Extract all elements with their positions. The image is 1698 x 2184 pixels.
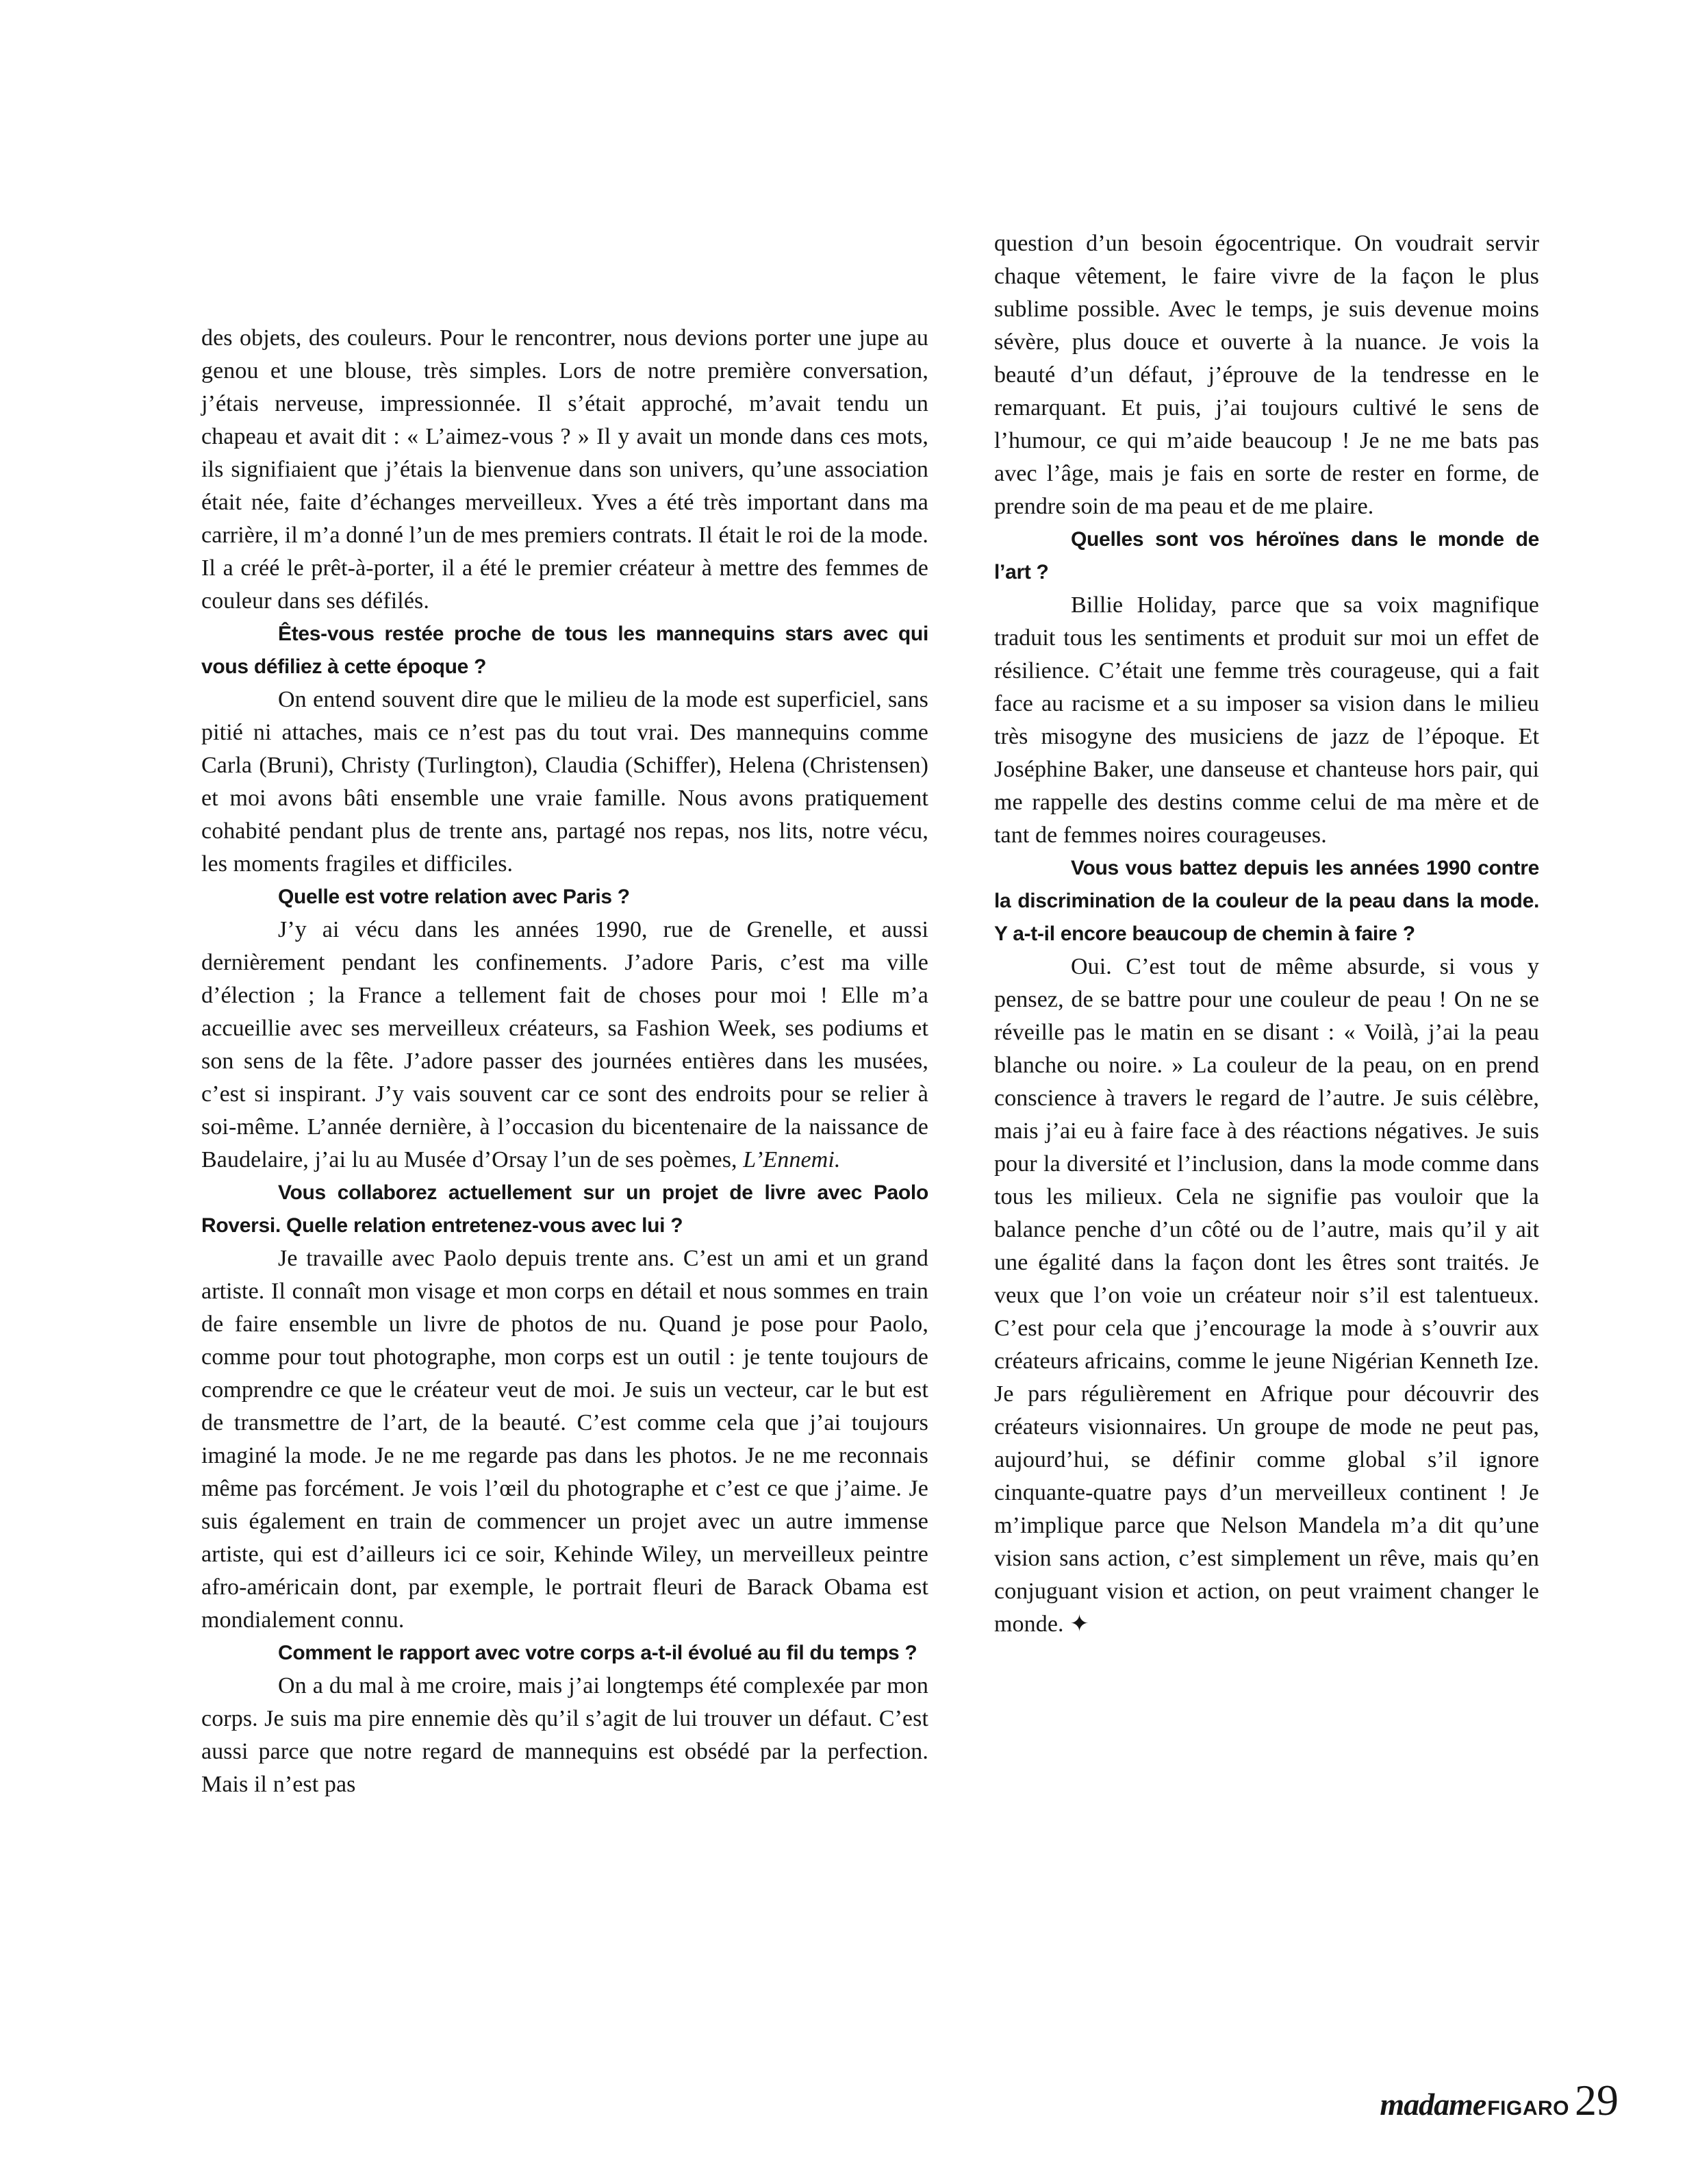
text-run: Quelles sont vos héroïnes dans le monde de l’art ? [994,528,1539,583]
text-run: On a du mal à me croire, mais j’ai longtemps été complexée par mon corps. Je suis ma pire ennemie dès qu’il s’agit de lui trouver un défaut. C’est aussi parce que notre regard de mannequins est obsédé par la perfection. Mais il n’est pas [201,1673,928,1797]
text-run: Comment le rapport avec votre corps a-t-il évolué au fil du temps ? [278,1642,917,1664]
text-run: Quelle est votre relation avec Paris ? [278,886,630,908]
text-run: Oui. C’est tout de même absurde, si vous y pensez, de se battre pour une couleur de peau ! On ne se réveille pas le matin en se disant : « Voilà, j’ai la peau blanche ou noire. » La couleur de la peau, on en prend conscience à travers le regard de l’autre. Je suis célèbre, mais j’ai eu à faire face à des réactions négatives. Je suis pour la diversité et l’inclusion, dans la mode comme dans tous les milieux. Cela ne signifie pas vouloir que la balance penche d’un côté ou de l’autre, mais qu’il y ait une égalité dans la façon dont les êtres sont traités. Je veux que l’on voie un créateur noir s’il est talentueux. C’est pour cela que j’encourage la mode à s’ouvrir aux créateurs africains, comme le jeune Nigérian Kenneth Ize. Je pars régulièrement en Afrique pour découvrir des créateurs visionnaires. Un groupe de mode ne peut pas, aujourd’hui, se définir comme global s’il ignore cinquante-quatre pays d’un merveilleux continent ! Je m’implique parce que Nelson Mandela m’a dit qu’une vision sans action, c’est simplement un rêve, mais qu’en conjuguant vision et action, on peut vraiment changer le monde. ✦ [994,954,1539,1637]
text-run: Vous vous battez depuis les années 1990 contre la discrimination de la couleur de la peau dans la mode. Y a-t-il encore beaucoup de chemin à faire ? [994,857,1539,945]
interview-question [201,1637,928,1670]
interview-paragraph [994,951,1539,1641]
italic-text-run: L’Ennemi. [743,1147,841,1172]
interview-question [201,881,928,914]
text-run: des objets, des couleurs. Pour le rencontrer, nous devions porter une jupe au genou et une blouse, très simples. Lors de notre première conversation, j’étais nerveuse, impressionnée. Il s’était approché, m’avait tendu un chapeau et avait dit : « L’aimez-vous ? » Il y avait un monde dans ces mots, ils signifiaient que j’étais la bienvenue dans son univers, qu’une association était née, faite d’échanges merveilleux. Yves a été très important dans ma carrière, il m’a donné l’un de mes premiers contrats. Il était le roi de la mode. Il a créé le prêt-à-porter, il a été le premier créateur à mettre des femmes de couleur dans ses défilés. [201,325,928,614]
page-number: 29 [1575,2076,1619,2124]
magazine-logo-figaro: FIGARO [1487,2097,1569,2120]
text-run: Billie Holiday, parce que sa voix magnifique traduit tous les sentiments et produit sur moi un effet de résilience. C’était une femme très courageuse, qui a fait face au racisme et a su imposer sa vision dans le milieu très misogyne des musiciens de jazz de l’époque. Et Joséphine Baker, une danseuse et chanteuse hors pair, qui me rappelle des destins comme celui de ma mère et de tant de femmes noires courageuses. [994,592,1539,848]
page-footer [0,2075,1619,2126]
interview-paragraph [201,1242,928,1637]
text-run: On entend souvent dire que le milieu de la mode est superficiel, sans pitié ni attaches, mais ce n’est pas du tout vrai. Des mannequins comme Carla (Bruni), Christy (Turlington), Claudia (Schiffer), Helena (Christensen) et moi avons bâti ensemble une vraie famille. Nous avons pratiquement cohabité pendant plus de trente ans, partagé nos repas, nos lits, notre vécu, les moments fragiles et difficiles. [201,687,928,877]
interview-paragraph [201,322,928,618]
interview-question [201,618,928,683]
article-column-right [994,227,1539,1641]
text-run: J’y ai vécu dans les années 1990, rue de Grenelle, et aussi dernièrement pendant les confinements. J’adore Paris, c’est ma ville d’élection ; la France a tellement fait de choses pour moi ! Elle m’a accueillie avec ses merveilleux créateurs, sa Fashion Week, ses podiums et son sens de la fête. J’adore passer des journées entières dans les musées, c’est si inspirant. J’y vais souvent car ce sont des endroits pour se relier à soi-même. L’année dernière, à l’occasion du bicentenaire de la naissance de Baudelaire, j’ai lu au Musée d’Orsay l’un de ses poèmes, [201,917,928,1172]
interview-question [994,852,1539,951]
magazine-logo [1380,2086,1569,2122]
interview-paragraph [994,227,1539,523]
interview-paragraph [201,1670,928,1801]
text-run: Je travaille avec Paolo depuis trente ans. C’est un ami et un grand artiste. Il connaît mon visage et mon corps en détail et nous sommes en train de faire ensemble un livre de photos de nu. Quand je pose pour Paolo, comme pour tout photographe, mon corps est un outil : je tente toujours de comprendre ce que le créateur veut de moi. Je suis un vecteur, car le but est de transmettre de l’art, de la beauté. C’est comme cela que j’ai toujours imaginé la mode. Je ne me regarde pas dans les photos. Je ne me reconnais même pas forcément. Je vois l’œil du photographe et c’est ce que j’aime. Je suis également en train de commencer un projet avec un autre immense artiste, qui est d’ailleurs ici ce soir, Kehinde Wiley, un merveilleux peintre afro-américain dont, par exemple, le portrait fleuri de Barack Obama est mondialement connu. [201,1246,928,1633]
text-run: Êtes-vous restée proche de tous les mannequins stars avec qui vous défiliez à cette époque ? [201,623,928,678]
interview-paragraph [994,589,1539,852]
text-run: Vous collaborez actuellement sur un projet de livre avec Paolo Roversi. Quelle relation entretenez-vous avec lui ? [201,1181,928,1237]
interview-paragraph [201,914,928,1177]
text-run: question d’un besoin égocentrique. On voudrait servir chaque vêtement, le faire vivre de la façon le plus sublime possible. Avec le temps, je suis devenue moins sévère, plus douce et ouverte à la nuance. Je vois la beauté d’un défaut, j’éprouve de la tendresse en le remarquant. Et puis, j’ai toujours cultivé le sens de l’humour, ce qui m’aide beaucoup ! Je ne me bats pas avec l’âge, mais je fais en sorte de rester en forme, de prendre soin de ma peau et de me plaire. [994,231,1539,519]
interview-question [994,523,1539,589]
magazine-logo-madame: madame [1380,2087,1486,2122]
article-column-left [201,322,928,1801]
interview-question [201,1177,928,1242]
interview-paragraph [201,683,928,881]
